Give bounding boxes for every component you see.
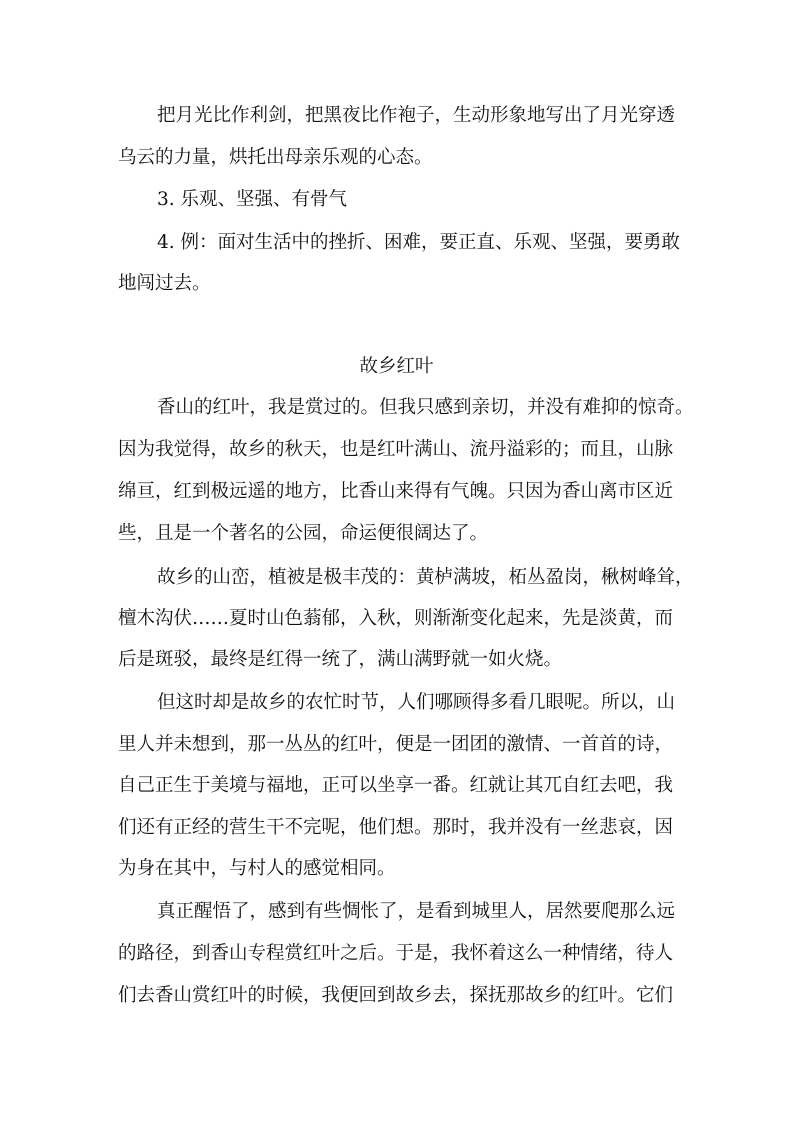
document-page: 把月光比作利剑，把黑夜比作袍子，生动形象地写出了月光穿透 乌云的力量，烘托出母亲乐观的心态。 3. 乐观、坚强、有骨气 4. 例：面对生活中的挫折、困难，要正直、乐观、坚强，要勇敢 地闯过去。 故乡红叶 香山的红叶，我是赏过的。但我只感到亲切，并没有难抑的惊奇。 因为我觉得，故乡的秋天，也是红叶满山、流丹溢彩的；而且，山脉 绵亘，红到极远遥的地方，比香山来得有气魄。只因为香山离市区近 些，且是一个著名的公园，命运便很阔达了。 故乡的山峦，植被是极丰茂的：黄栌满坡，柘丛盈岗，楸树峰耸， 檀木沟伏……夏时山色蓊郁，入秋，则渐渐变化起来，先是淡黄，而 后是斑驳，最终是红得一统了，满山满野就一如火烧。 但这时却是故乡的农忙时节，人们哪顾得多看几眼呢。所以，山 里人并未想到，那一丛丛的红叶，便是一团团的激情、一首首的诗， 自己正生于美境与福地，正可以坐享一番。红就让其兀自红去吧，我 们还有正经的营生干不完呢，他们想。那时，我并没有一丝悲哀，因 为身在其中，与村人的感觉相同。 真正醒悟了，感到有些惆怅了，是看到城里人，居然要爬那么远 的路径，到香山专程赏红叶之后。于是，我怀着这么一种情绪，待人 们去香山赏红叶的时候，我便回到故乡去，探抚那故乡的红叶。它们 <box>0 0 793 1122</box>
essay-title: 故乡红叶 <box>359 356 434 377</box>
